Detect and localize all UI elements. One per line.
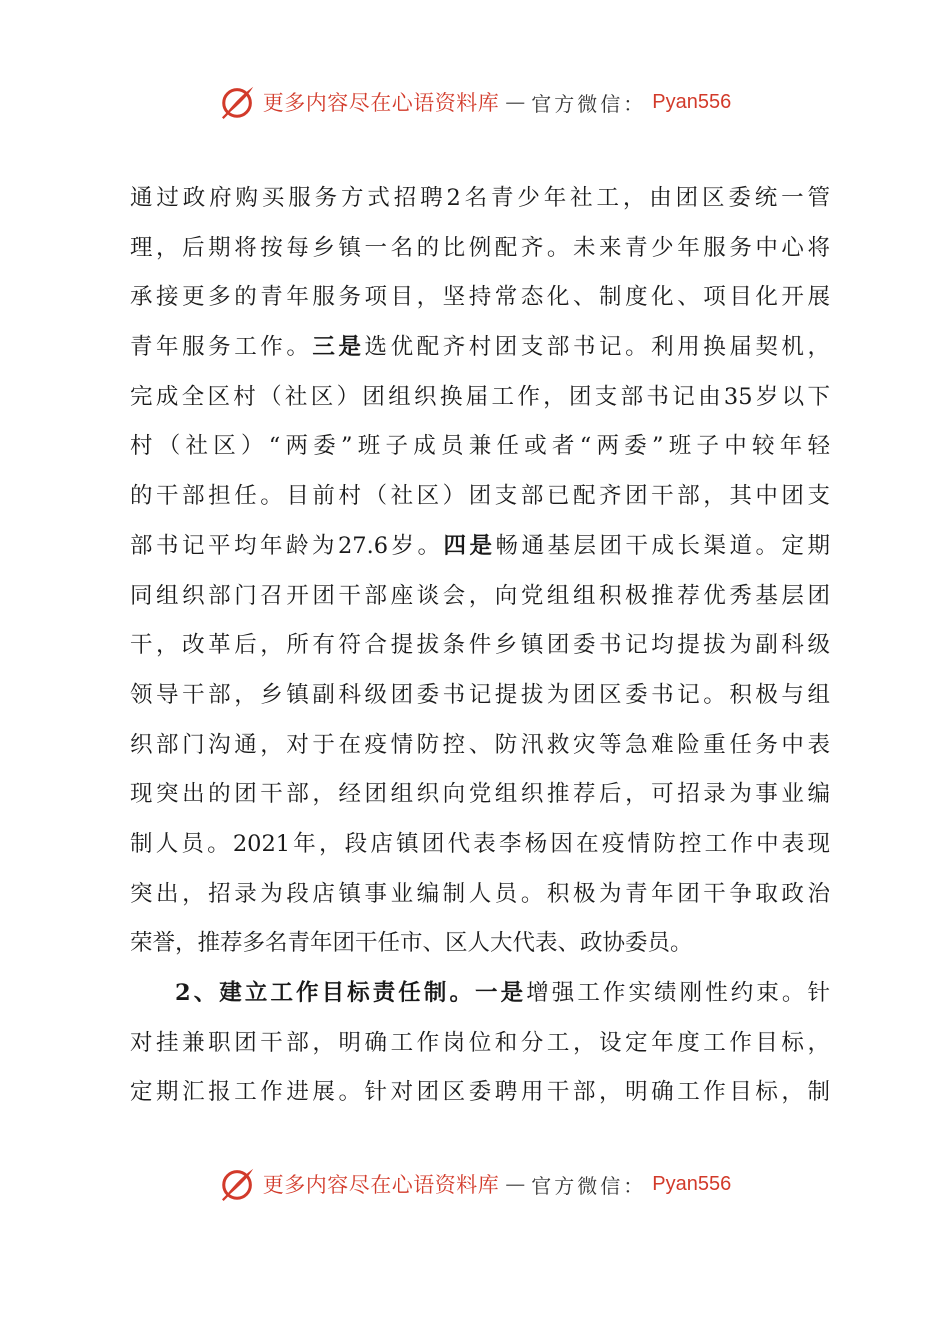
header-banner bbox=[0, 80, 950, 124]
text-segment: 青年服务工作。 bbox=[130, 334, 313, 361]
text-segment: 对挂兼职团干部，明确工作岗位和分工，设定年度工作目标， bbox=[130, 1029, 830, 1056]
text-line bbox=[130, 1068, 830, 1118]
text-line bbox=[130, 969, 830, 1019]
text-segment: 现突出的团干部，经团组织向党组织推荐后，可招录为事业编 bbox=[130, 781, 830, 808]
paragraph bbox=[130, 174, 830, 969]
text-line bbox=[130, 919, 830, 969]
text-line bbox=[130, 472, 830, 522]
text-line bbox=[130, 174, 830, 224]
text-line bbox=[130, 671, 830, 721]
text-line bbox=[130, 1019, 830, 1069]
banner-wechat-id: Pyan556 bbox=[652, 90, 732, 113]
footer-banner bbox=[0, 1162, 950, 1206]
bold-text-segment: 2、建立工作目标责任制。 bbox=[175, 980, 476, 1006]
text-line bbox=[130, 323, 830, 373]
text-line bbox=[130, 224, 830, 274]
text-segment: 定期汇报工作进展。针对团区委聘用干部，明确工作目标，制 bbox=[130, 1079, 830, 1106]
text-segment: 同组织部门召开团干部座谈会，向党组组积极推荐优秀基层团 bbox=[130, 582, 830, 609]
text-line bbox=[130, 820, 830, 870]
text-segment: 的干部担任。目前村（社区）团支部已配齐团干部，其中团支 bbox=[130, 483, 830, 510]
text-line bbox=[130, 770, 830, 820]
banner-wechat-label: 官方微信： bbox=[531, 1173, 647, 1198]
text-line bbox=[130, 273, 830, 323]
text-segment: 织部门沟通，对于在疫情防控、防汛救灾等急难险重任务中表 bbox=[130, 731, 830, 758]
bold-text-segment: 一是 bbox=[475, 980, 527, 1006]
text-segment: 突出，招录为段店镇事业编制人员。积极为青年团干争取政治 bbox=[130, 880, 830, 907]
text-segment: 通过政府购买服务方式招聘2名青少年社工，由团区委统一管 bbox=[130, 185, 830, 211]
quill-pen-logo-icon bbox=[219, 1165, 257, 1203]
text-segment: 选优配齐村团支部书记。利用换届契机， bbox=[364, 334, 830, 361]
banner-title: 更多内容尽在心语资料库 bbox=[262, 91, 500, 115]
text-line bbox=[130, 721, 830, 771]
text-line bbox=[130, 522, 830, 572]
text-segment: 领导干部，乡镇副科级团委书记提拔为团区委书记。积极与组 bbox=[130, 681, 830, 708]
text-segment: 部书记平均年龄为27.6岁。 bbox=[130, 532, 444, 559]
quill-pen-logo-icon bbox=[219, 83, 257, 121]
text-line bbox=[130, 870, 830, 920]
text-segment: 理，后期将按每乡镇一名的比例配齐。未来青少年服务中心将 bbox=[130, 234, 830, 261]
text-line bbox=[130, 422, 830, 472]
text-segment: 干，改革后，所有符合提拔条件乡镇团委书记均提拔为副科级 bbox=[130, 632, 830, 659]
text-segment: 完成全区村（社区）团组织换届工作，团支部书记由35岁以下 bbox=[130, 383, 830, 410]
bold-text-segment: 三是 bbox=[312, 334, 365, 361]
text-line bbox=[130, 621, 830, 671]
banner-wechat-id: Pyan556 bbox=[652, 1172, 732, 1195]
banner-title: 更多内容尽在心语资料库 bbox=[262, 1173, 500, 1197]
text-segment: 荣誉，推荐多名青年团干任市、区人大代表、政协委员。 bbox=[130, 930, 693, 957]
banner-separator: — bbox=[505, 90, 526, 114]
banner-wechat-label: 官方微信： bbox=[531, 91, 647, 116]
text-line bbox=[130, 373, 830, 423]
text-line bbox=[130, 572, 830, 622]
paragraph bbox=[130, 969, 830, 1118]
text-segment: 畅通基层团干成长渠道。定期 bbox=[495, 532, 830, 559]
text-segment: 制人员。2021年，段店镇团代表李杨因在疫情防控工作中表现 bbox=[130, 830, 830, 857]
banner-separator: — bbox=[505, 1172, 526, 1196]
bold-text-segment: 四是 bbox=[443, 532, 496, 559]
text-segment: 增强工作实绩刚性约束。针 bbox=[526, 980, 830, 1006]
text-segment: 承接更多的青年服务项目，坚持常态化、制度化、项目化开展 bbox=[130, 284, 830, 311]
text-segment: 村（社区）“两委”班子成员兼任或者“两委”班子中较年轻 bbox=[130, 433, 830, 460]
document-body bbox=[130, 174, 830, 1118]
